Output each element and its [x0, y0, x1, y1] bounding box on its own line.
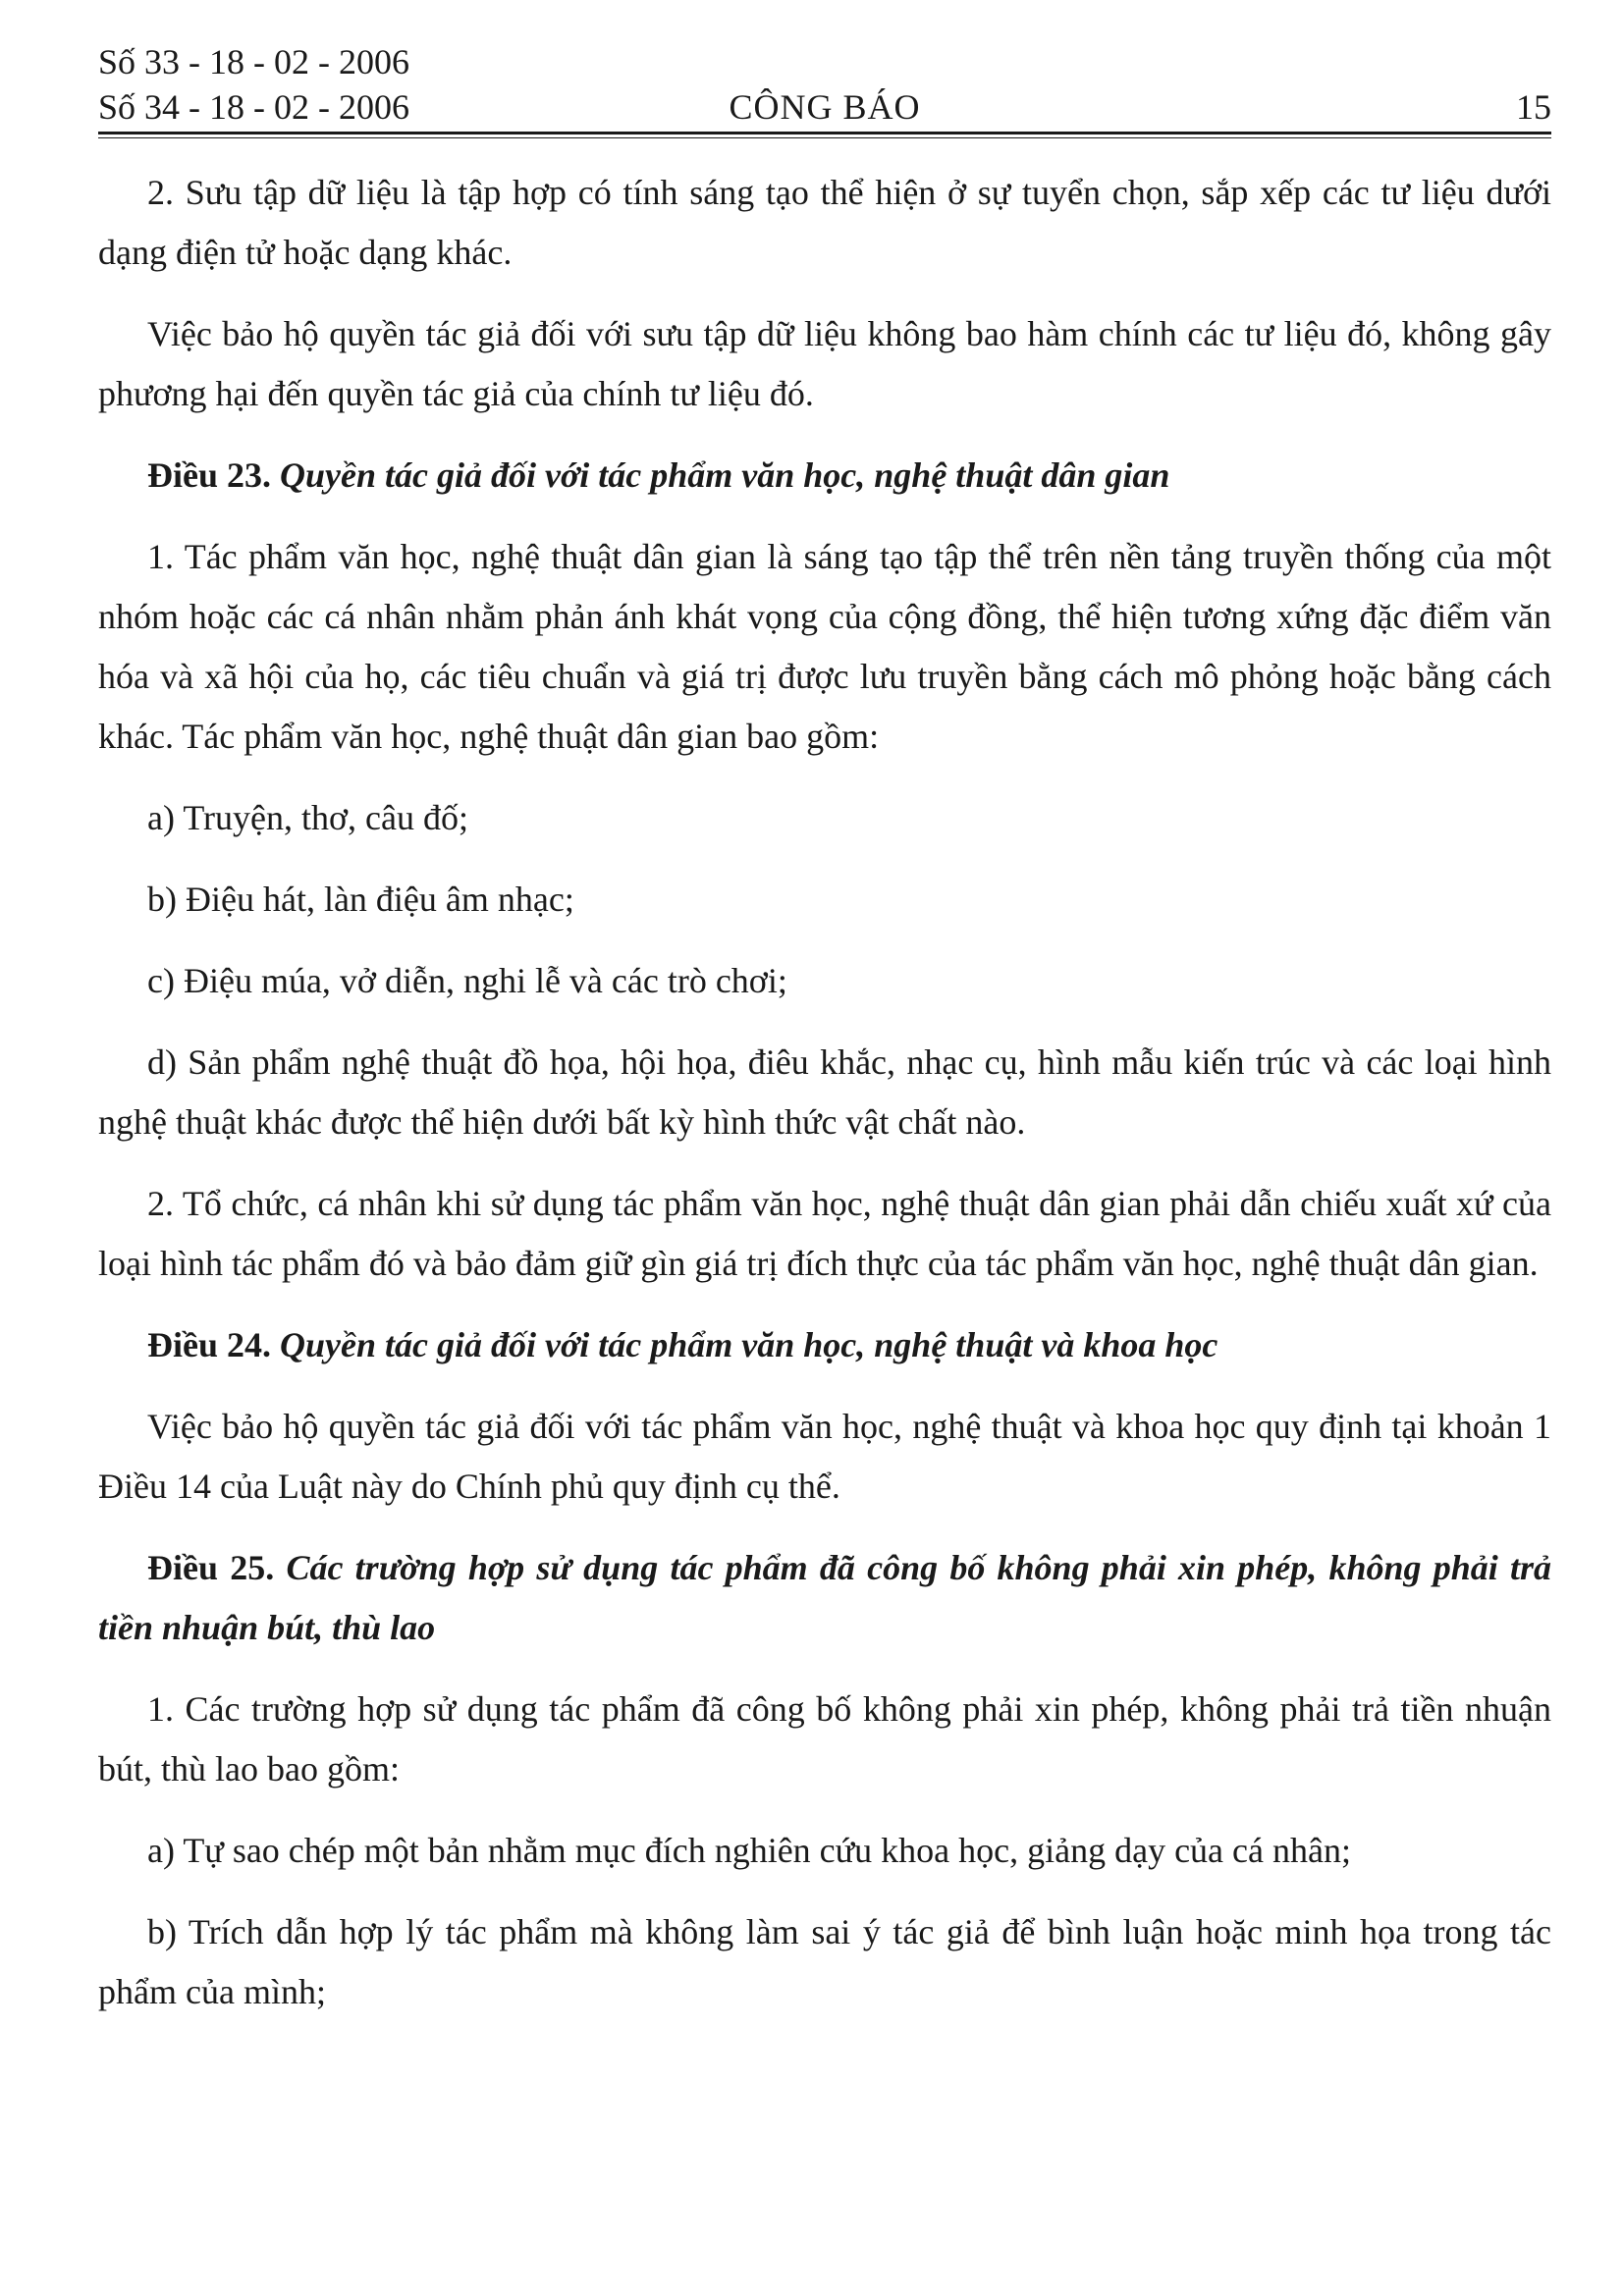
- paragraph: Việc bảo hộ quyền tác giả đối với sưu tập dữ liệu không bao hàm chính các tư liệu đó, không gây phương hại đến quyền tác giả của chính tư liệu đó.: [98, 314, 1551, 413]
- list-item: b) Trích dẫn hợp lý tác phẩm mà không làm sai ý tác giả để bình luận hoặc minh họa trong tác phẩm của mình;: [98, 1912, 1551, 2011]
- list-item: a) Tự sao chép một bản nhằm mục đích nghiên cứu khoa học, giảng dạy của cá nhân;: [147, 1831, 1351, 1870]
- clause: Việc bảo hộ quyền tác giả đối với tác phẩm văn học, nghệ thuật và khoa học quy định tại khoản 1 Điều 14 của Luật này do Chính phủ quy định cụ thể.: [98, 1407, 1551, 1506]
- list-item: d) Sản phẩm nghệ thuật đồ họa, hội họa, điêu khắc, nhạc cụ, hình mẫu kiến trúc và các loại hình nghệ thuật khác được thể hiện dưới bất kỳ hình thức vật chất nào.: [98, 1042, 1551, 1142]
- clause: 1. Tác phẩm văn học, nghệ thuật dân gian là sáng tạo tập thể trên nền tảng truyền thống của một nhóm hoặc các cá nhân nhằm phản ánh khát vọng của cộng đồng, thể hiện tương xứng đặc điểm văn hóa và xã hội của họ, các tiêu chuẩn và giá trị được lưu truyền bằng cách mô phỏng hoặc bằng cách khác. Tác phẩm văn học, nghệ thuật dân gian bao gồm:: [98, 537, 1551, 756]
- issue-number-line-2: Số 34 - 18 - 02 - 2006: [98, 87, 409, 127]
- list-item: c) Điệu múa, vở diễn, nghi lễ và các trò chơi;: [147, 961, 787, 1000]
- list-item: a) Truyện, thơ, câu đố;: [147, 798, 469, 837]
- article-heading-24: [98, 1315, 1551, 1375]
- page-number: 15: [1516, 87, 1551, 127]
- article-title: Quyền tác giả đối với tác phẩm văn học, nghệ thuật dân gian: [280, 455, 1170, 495]
- page-header: [98, 39, 1551, 137]
- article-title: Các trường hợp sử dụng tác phẩm đã công bố không phải xin phép, không phải trả tiền nhuận bút, thù lao: [98, 1548, 1552, 1647]
- page-body: [98, 163, 1551, 2044]
- clause: 2. Tổ chức, cá nhân khi sử dụng tác phẩm văn học, nghệ thuật dân gian phải dẫn chiếu xuất xứ của loại hình tác phẩm đó và bảo đảm giữ gìn giá trị đích thực của tác phẩm văn học, nghệ thuật dân gian.: [98, 1184, 1551, 1283]
- article-heading-23: [98, 446, 1551, 506]
- article-number: Điều 23.: [147, 455, 271, 495]
- header-rule-thick: [98, 132, 1551, 134]
- clause: 1. Các trường hợp sử dụng tác phẩm đã công bố không phải xin phép, không phải trả tiền nhuận bút, thù lao bao gồm:: [98, 1689, 1551, 1789]
- paragraph: 2. Sưu tập dữ liệu là tập hợp có tính sáng tạo thể hiện ở sự tuyển chọn, sắp xếp các tư liệu dưới dạng điện tử hoặc dạng khác.: [98, 173, 1551, 272]
- article-number: Điều 24.: [147, 1325, 271, 1364]
- header-rule-thin: [98, 137, 1551, 138]
- article-title: Quyền tác giả đối với tác phẩm văn học, nghệ thuật và khoa học: [280, 1325, 1218, 1364]
- article-number: Điều 25.: [147, 1548, 275, 1587]
- issue-number-line-1: Số 33 - 18 - 02 - 2006: [98, 42, 409, 81]
- list-item: b) Điệu hát, làn điệu âm nhạc;: [147, 880, 574, 919]
- gazette-title: CÔNG BÁO: [729, 87, 921, 127]
- article-heading-25: [98, 1538, 1551, 1658]
